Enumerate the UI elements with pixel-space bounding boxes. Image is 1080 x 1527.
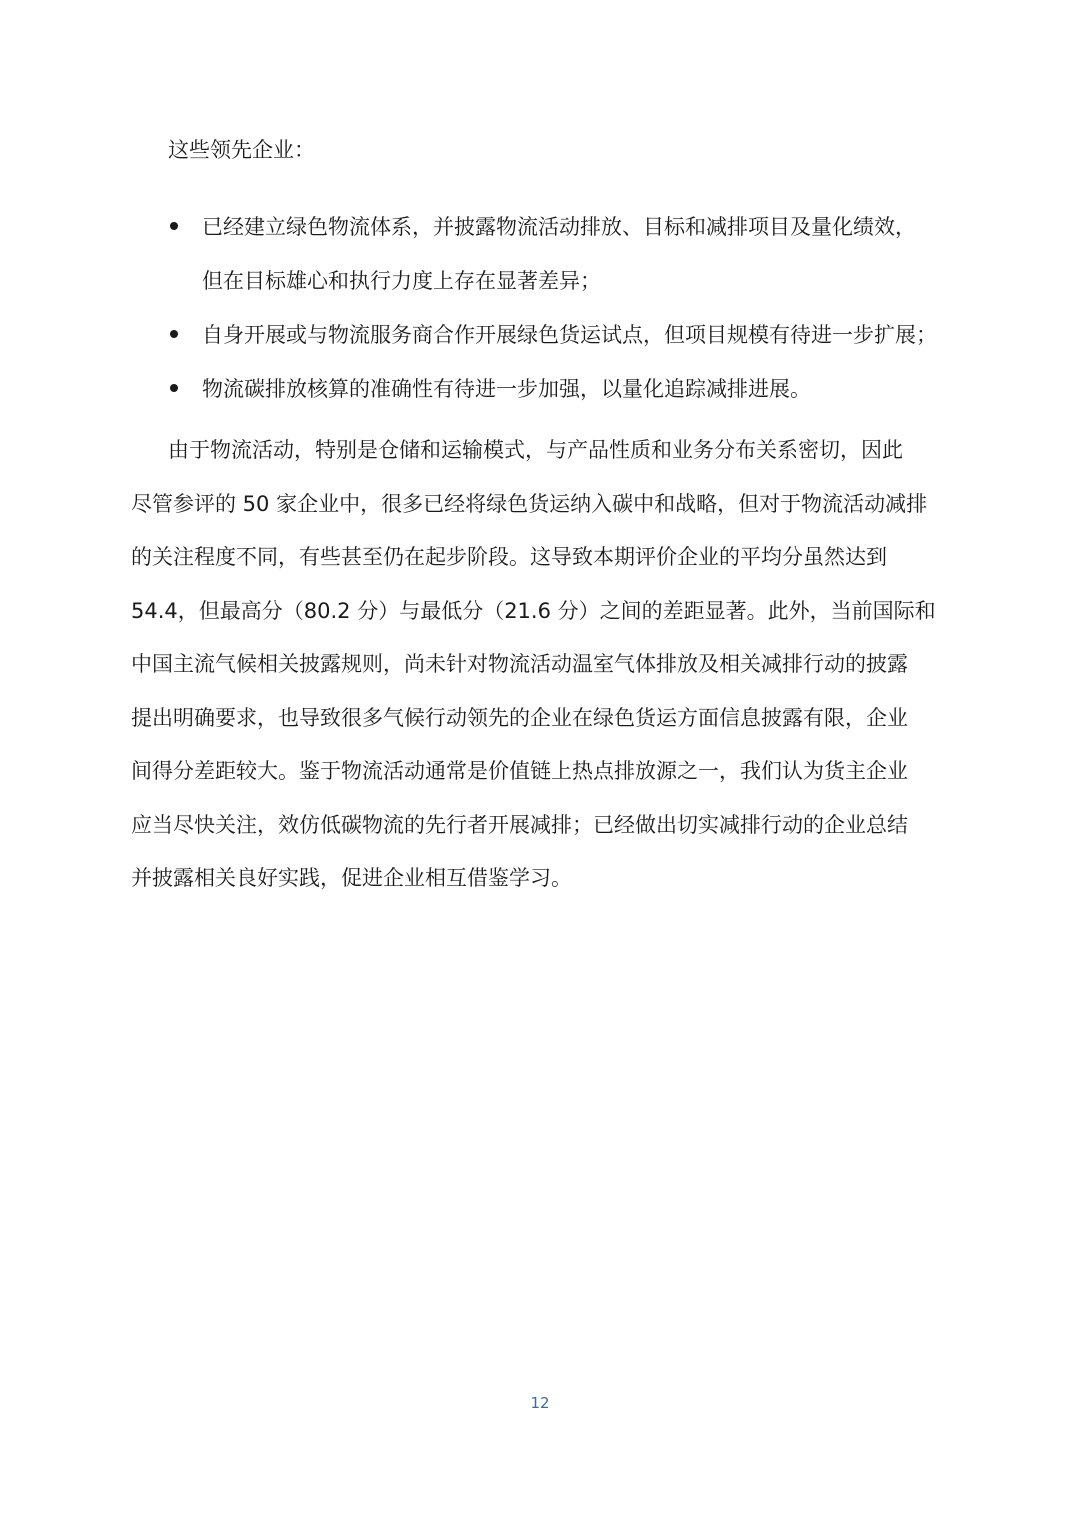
bullet-item — [168, 200, 968, 308]
paragraph-line: 54.4，但最高分（80.2 分）与最低分（21.6 分）之间的差距显著。此外，当前国际和 — [131, 598, 936, 623]
bullet-dot-icon — [170, 384, 178, 392]
page-number: 12 — [530, 1394, 550, 1412]
bullet-line: 自身开展或与物流服务商合作开展绿色货运试点，但项目规模有待进一步扩展； — [202, 323, 937, 347]
paragraph-line: 应当尽快关注，效仿低碳物流的先行者开展减排；已经做出切实减排行动的企业总结 — [131, 812, 908, 837]
paragraph-line: 并披露相关良好实践，促进企业相互借鉴学习。 — [131, 866, 572, 890]
paragraph-line: 由于物流活动，特别是仓储和运输模式，与产品性质和业务分布关系密切，因此 — [168, 438, 903, 462]
body-paragraph — [131, 424, 951, 906]
paragraph-line: 中国主流气候相关披露规则，尚未针对物流活动温室气体排放及相关减排行动的披露 — [131, 652, 908, 676]
paragraph-line: 的关注程度不同，有些甚至仍在起步阶段。这导致本期评价企业的平均分虽然达到 — [131, 545, 887, 569]
bullet-dot-icon — [170, 330, 178, 338]
bullet-line: 物流碳排放核算的准确性有待进一步加强，以量化追踪减排进展。 — [202, 377, 811, 401]
bullet-dot-icon — [170, 222, 178, 230]
bullet-line: 已经建立绿色物流体系，并披露物流活动排放、目标和减排项目及量化绩效， — [202, 215, 916, 239]
bullet-item — [168, 362, 968, 416]
paragraph-line: 提出明确要求，也导致很多气候行动领先的企业在绿色货运方面信息披露有限，企业 — [131, 705, 908, 730]
paragraph-line: 尽管参评的 50 家企业中，很多已经将绿色货运纳入碳中和战略，但对于物流活动减排 — [131, 491, 928, 516]
paragraph-line: 间得分差距较大。鉴于物流活动通常是价值链上热点排放源之一，我们认为货主企业 — [131, 759, 908, 783]
bullet-line: 但在目标雄心和执行力度上存在显著差异； — [202, 269, 601, 293]
bullet-item — [168, 308, 968, 362]
intro-text: 这些领先企业： — [168, 138, 315, 162]
bullet-list — [168, 200, 968, 416]
